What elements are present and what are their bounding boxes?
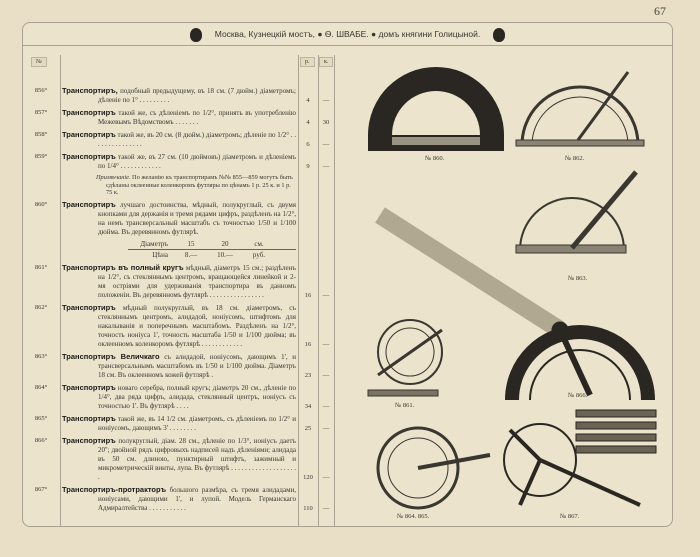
entry-number: 864° xyxy=(34,383,48,391)
entry-title: Транспортиръ xyxy=(62,435,116,445)
price-rub: 9 xyxy=(306,163,310,170)
price-rub: 4 xyxy=(306,119,310,126)
figure-label-864-865: № 864. 865. xyxy=(397,513,430,520)
entry-text: подобный предыдущему, въ 18 см. (7 дюйм.) діаметромъ; дѣленіе по 1° . . . . . . . . . xyxy=(98,87,296,104)
entry-title: Транспортиръ, xyxy=(62,86,118,95)
figure-label-867: № 867. xyxy=(560,513,580,520)
entry-title: Транспортиръ-протракторъ xyxy=(62,484,167,494)
cell: 15 xyxy=(187,239,195,248)
entry-number: 857° xyxy=(34,109,48,116)
cell: руб. xyxy=(252,250,266,259)
entry-title: Транспортиръ xyxy=(62,130,116,139)
page-number: 67 xyxy=(654,4,666,18)
price-kop: 30 xyxy=(322,119,330,126)
entry-title: Транспортиръ xyxy=(62,152,116,161)
entry-text: большого размѣра, съ тремя алидадами, ноніусами, дающими 1', и лупой. Модель Германскаго Адмиралтейства . . . . . . . . . . . xyxy=(98,485,297,512)
entry-text: полукруглый, діам. 28 см., дѣленіе по 1/3°, ноніусъ даетъ 20''; двойной рядъ цифровыхъ надписей надъ дѣленіями; алидада въ 50 см. длиною, пунктирный штифтъ, зажимный и микрометрическій винты, лупа. Въ футлярѣ . . . . . . . . . . . . . . . . . . . . xyxy=(98,436,296,481)
entry-title: Транспортиръ въ полный кругъ xyxy=(62,262,184,272)
header-house: домъ княгини Голицыной. xyxy=(378,29,481,39)
price-kop: — xyxy=(322,371,330,379)
protractor-862-illustration xyxy=(516,72,644,146)
price-kop: — xyxy=(322,97,330,104)
entry-number: 863° xyxy=(34,352,48,360)
price-kop: — xyxy=(322,473,330,481)
entry-text: съ алидадой, ноніусомъ, дающимъ 1', и трансверсальнымъ масштабомъ въ 1/50 и 1/100 дюйма. Діаметръ 18 см. Въ оклеенномъ кожей футлярѣ . xyxy=(98,352,297,379)
note-text: По желанію къ транспортирамъ №№ 855—859 могутъ быть сдѣланы оклеенные коленкоромъ футляры по цѣнамъ 1 р. 25 к. и 1 р. 75 к. xyxy=(106,174,293,197)
protractor-866-illustration xyxy=(380,215,648,400)
price-rub: 16 xyxy=(304,340,312,348)
entry-number: 865° xyxy=(34,414,48,422)
diameter-label: Діаметръ xyxy=(140,239,168,248)
price-kop: — xyxy=(322,141,330,148)
price-kop: — xyxy=(322,424,330,432)
price-rub: 34 xyxy=(304,402,312,410)
entry-number: 856° xyxy=(34,87,48,94)
note-label: Примѣчаніе. xyxy=(96,174,131,181)
price-rub: 16 xyxy=(304,291,312,299)
entry-text: такой же, въ 20 см. (8 дюйм.) діаметромъ; дѣленіе по 1/2° . . . . . . . . . . . . . . . xyxy=(98,131,297,148)
protractor-860-illustration xyxy=(368,67,504,151)
figure-label-863: № 863. xyxy=(568,275,588,282)
column-header-rub: р. xyxy=(300,57,315,67)
cell: 8.— xyxy=(184,250,198,259)
entry-title: Транспортиръ xyxy=(62,413,116,423)
price-rub: 4 xyxy=(306,97,310,104)
entry-number: 866° xyxy=(34,436,48,444)
protractor-861-illustration xyxy=(368,320,442,396)
header-firm: Ѳ. ШВАБЕ. xyxy=(324,29,369,39)
entry-title: Транспортиръ xyxy=(62,302,116,312)
entry-number: 860° xyxy=(34,200,48,208)
entry-number: 862° xyxy=(34,303,48,311)
price-kop: — xyxy=(322,340,330,348)
price-rub: 110 xyxy=(303,504,313,512)
entry-number: 867° xyxy=(34,485,48,493)
price-rub: 25 xyxy=(304,424,312,432)
price-kop: — xyxy=(322,504,330,512)
price-kop: — xyxy=(322,402,330,410)
entry-title: Транспортиръ Величкаго xyxy=(62,351,160,361)
entry-text: новаго серебра, полный кругъ; діаметръ 20 см., дѣленіе по 1/4°, два ряда цифръ, алидада, стеклянный центръ, ноніусъ съ точностью 1'. Въ футлярѣ . . . . xyxy=(98,383,296,410)
column-header-kop: к. xyxy=(319,57,333,67)
cell: 10.— xyxy=(217,250,233,259)
figure-label-860: № 860. xyxy=(425,155,445,162)
price-kop: — xyxy=(322,291,330,299)
price-label: Цѣна xyxy=(152,250,168,259)
entry-text: такой же, въ 14 1/2 см. діаметромъ, съ дѣленіемъ по 1/2° и ноніусомъ, дающимъ 3' . . . . . . . . xyxy=(98,414,297,432)
protractor-867-illustration xyxy=(504,410,656,505)
entry-title: Транспортиръ xyxy=(62,108,116,117)
entry-number: 859° xyxy=(34,153,48,160)
price-rub: 23 xyxy=(304,371,312,379)
figure-label-866: № 866. xyxy=(568,392,588,399)
cell: см. xyxy=(254,239,264,248)
entry-text: мѣдный, діаметръ 15 см.; раздѣленъ на 1/2°, съ стекляннымъ центромъ, вращающейся линейкой и 2-мя остріями для удерживанія транспортира въ данномъ положеніи. Въ деревянномъ футлярѣ . . . . . . . . . . . . . . . . xyxy=(98,263,296,299)
entry-title: Транспортиръ xyxy=(62,199,116,209)
protractor-864-illustration xyxy=(378,428,490,508)
entry-text: мѣдный полукруглый, въ 18 см. діаметромъ, съ стекляннымъ центромъ, алидадой, ноніусомъ, штифтомъ для накалыванія и поперечнымъ масштабомъ. Раздѣленъ на 1/2°, точность ноніуса 1', точность масштаба 1/50 и 1/100 дюйма; въ оклеенномъ коленкоромъ футлярѣ . . . . . . . . . . . . xyxy=(98,303,297,348)
price-rub: 120 xyxy=(303,473,313,481)
figure-label-861: № 861. xyxy=(395,402,415,409)
entry-text: лучшаго достоинства, мѣдный, полукруглый, съ двумя кнопками для держанія и тремя рядами цифръ, раздѣленъ на 1/2°, на немъ трансверсальный масштабъ съ точностью 1/50 и 1/100 дюйма. Въ деревянномъ футлярѣ. xyxy=(98,200,296,236)
entry-text: такой же, въ 27 см. (10 дюймовъ) діаметромъ и дѣленіемъ по 1/4° . . . . . . . . . . . . xyxy=(98,153,297,170)
price-kop: — xyxy=(322,163,330,170)
entry-number: 861° xyxy=(34,263,48,271)
protractor-863-illustration xyxy=(516,172,636,253)
figure-label-862: № 862. xyxy=(565,155,585,162)
cell: 20 xyxy=(221,239,229,248)
header-band: Москва, Кузнецкій мостъ, ● Ѳ. ШВАБЕ. ● домъ княгини Голицыной. xyxy=(22,22,673,46)
price-rub: 6 xyxy=(306,141,310,148)
header-address: Москва, Кузнецкій мостъ, xyxy=(214,29,316,39)
entry-text: такой же, съ дѣленіемъ по 1/2°, принять въ употребленію Межевымъ Вѣдомствомъ . . . . . . . xyxy=(98,109,296,126)
entry-number: 858° xyxy=(34,131,48,138)
column-header-number: № xyxy=(31,57,47,67)
entry-title: Транспортиръ xyxy=(62,382,116,392)
